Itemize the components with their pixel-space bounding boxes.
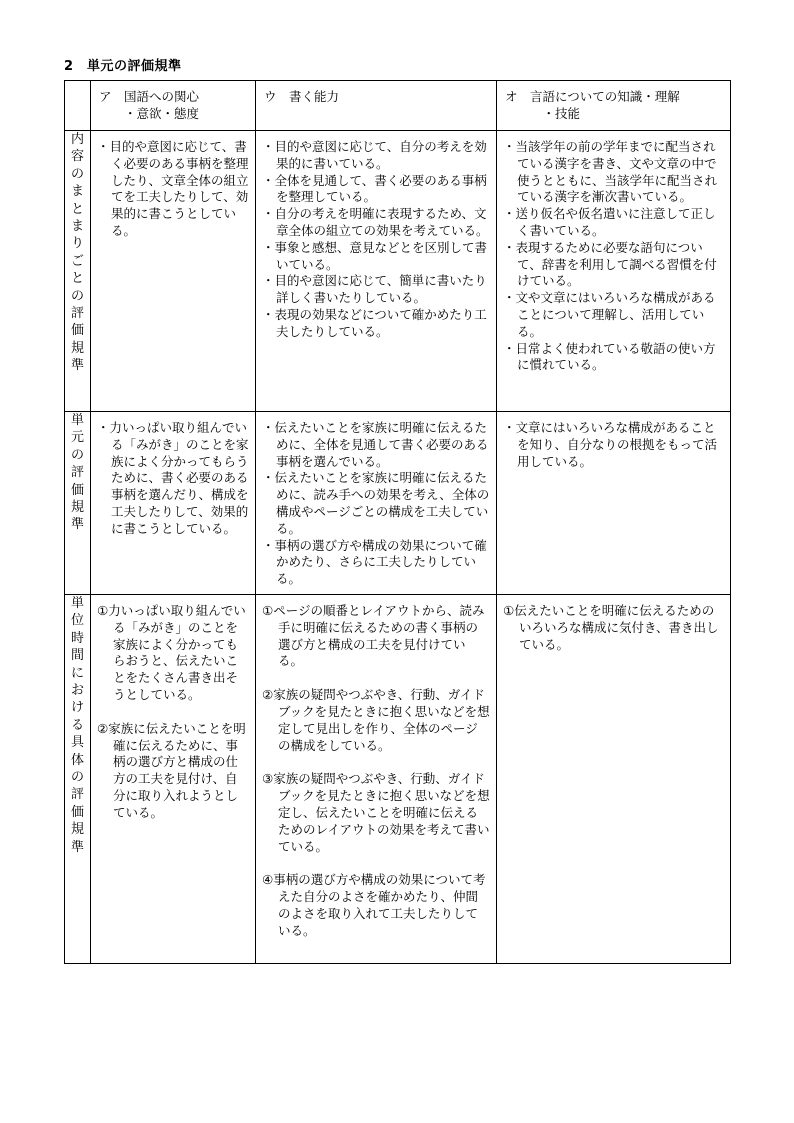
criteria-item: ・日常よく使われている敬語の使い方に慣れている。 bbox=[503, 340, 716, 373]
criteria-item: ・伝えたいことを家族に明確に伝えるために、読み手への効果を考え、全体の構成やページごとの構成を工夫している。 bbox=[262, 470, 490, 536]
header-line: オ 言語についての知識・理解 bbox=[505, 89, 680, 104]
criteria-item: ・目的や意図に応じて、簡単に書いたり詳しく書いたりしている。 bbox=[262, 273, 487, 306]
criteria-item: ・自分の考えを明確に表現するため、文章全体の組立ての効果を考えている。 bbox=[262, 206, 489, 238]
header-line: ・技能 bbox=[505, 105, 581, 121]
header-line: ウ 書く能力 bbox=[264, 89, 340, 104]
header-corner-cell bbox=[65, 81, 91, 131]
row-label: 単元の評価規準 bbox=[70, 413, 84, 533]
row-label: 単位時間における具体の評価規準 bbox=[70, 595, 84, 855]
criteria-item: ①力いっぱい取り組んでいる「みがき」のことを家族によく分かってもらおうと、伝えたいことをたくさん書き出そうとしている。 bbox=[97, 602, 246, 702]
header-cell-language-knowledge bbox=[497, 81, 731, 131]
criteria-item: ①伝えたいことを明確に伝えるためのいろいろな構成に気付き、書き出している。 bbox=[503, 602, 719, 652]
criteria-cell bbox=[497, 594, 731, 963]
header-line: ア 国語への関心 bbox=[99, 89, 200, 104]
criteria-item: ②家族に伝えたいことを明確に伝えるために、事柄の選び方と構成の仕方の工夫を見付け、自分に取り入れようとしている。 bbox=[97, 720, 246, 820]
criteria-item: ・送り仮名や仮名遣いに注意して正しく書いている。 bbox=[503, 206, 716, 238]
table-row bbox=[65, 412, 731, 595]
criteria-cell bbox=[91, 594, 256, 963]
header-cell-writing bbox=[256, 81, 497, 131]
criteria-item: ・目的や意図に応じて、自分の考えを効果的に書いている。 bbox=[262, 139, 487, 171]
row-label-cell bbox=[65, 412, 91, 595]
criteria-item: ・当該学年の前の学年までに配当されている漢字を書き、文や文章の中で使うとともに、当該学年に配当されている漢字を漸次書いている。 bbox=[503, 139, 718, 205]
row-label-cell bbox=[65, 131, 91, 412]
evaluation-criteria-table bbox=[64, 80, 731, 964]
criteria-item: ・文章にはいろいろな構成があることを知り、自分なりの根拠をもって活用している。 bbox=[503, 420, 718, 469]
criteria-item: ・文や文章にはいろいろな構成があることについて理解し、活用している。 bbox=[503, 290, 716, 339]
row-label: 内容のまとまりごとの評価規準 bbox=[70, 132, 84, 374]
criteria-item: ③家族の疑問やつぶやき、行動、ガイドブックを見たときに抱く思いなどを想定し、伝えたいことを明確に伝えるためのレイアウトの効果を考えて書いている。 bbox=[262, 771, 490, 854]
criteria-cell bbox=[256, 594, 497, 963]
row-label-cell bbox=[65, 594, 91, 963]
criteria-item: ・事柄の選び方や構成の効果について確かめたり、さらに工夫したりしている。 bbox=[262, 537, 487, 587]
criteria-cell bbox=[256, 412, 497, 595]
criteria-cell bbox=[256, 131, 497, 412]
criteria-cell bbox=[91, 412, 256, 595]
criteria-item: ・伝えたいことを家族に明確に伝えるために、全体を見通して書く必要のある事柄を選んでいる。 bbox=[262, 420, 489, 469]
table-row bbox=[65, 594, 731, 963]
header-row bbox=[65, 81, 731, 131]
criteria-item: ・全体を見通して、書く必要のある事柄を整理している。 bbox=[262, 172, 487, 205]
criteria-item: ・目的や意図に応じて、書く必要のある事柄を整理したり、文章全体の組立てを工夫したりして、効果的に書こうとしている。 bbox=[97, 139, 249, 238]
criteria-item: ・力いっぱい取り組んでいる「みがき」のことを家族によく分かってもらうために、書く必要のある事柄を選んだり、構成を工夫したりして、効果的に書こうとしている。 bbox=[97, 420, 249, 536]
criteria-item: ④事柄の選び方や構成の効果について考えた自分のよさを確かめたり、仲間のよさを取り入れて工夫したりしている。 bbox=[262, 872, 486, 938]
header-cell-attitude bbox=[91, 81, 256, 131]
criteria-item: ②家族の疑問やつぶやき、行動、ガイドブックを見たときに抱く思いなどを想定して見出しを作り、全体のページの構成をしている。 bbox=[262, 687, 490, 753]
criteria-item: ①ページの順番とレイアウトから、読み手に明確に伝えるための書く事柄の選び方と構成の工夫を見付けている。 bbox=[262, 602, 485, 669]
criteria-cell bbox=[91, 131, 256, 412]
table-row bbox=[65, 131, 731, 412]
criteria-cell bbox=[497, 131, 731, 412]
page-heading: 2 単元の評価規準 bbox=[64, 59, 182, 74]
criteria-cell bbox=[497, 412, 731, 595]
header-line: ・意欲・態度 bbox=[99, 105, 200, 121]
criteria-item: ・表現の効果などについて確かめたり工夫したりしている。 bbox=[262, 306, 487, 339]
criteria-item: ・表現するために必要な語句について、辞書を利用して調べる習慣を付けている。 bbox=[503, 239, 717, 289]
criteria-item: ・事象と感想、意見などとを区別して書いている。 bbox=[262, 239, 488, 272]
